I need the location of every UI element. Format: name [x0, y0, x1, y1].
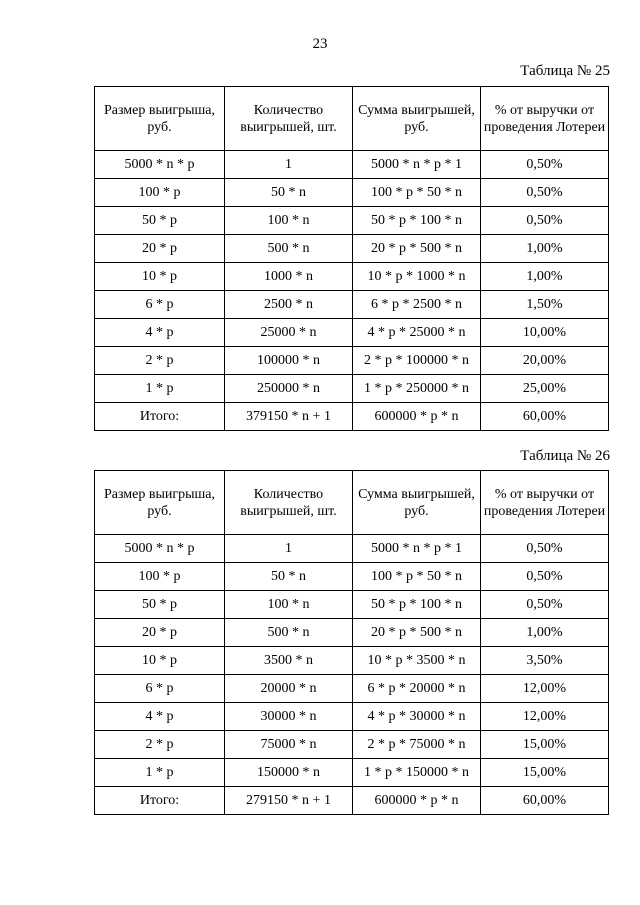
- table-row: [95, 375, 609, 403]
- column-header-prize-size: Размер выигрыша, руб.: [95, 471, 225, 535]
- cell-revenue-percent: 0,50%: [481, 151, 609, 179]
- cell-revenue-percent: 12,00%: [481, 703, 609, 731]
- cell-revenue-percent: 0,50%: [481, 179, 609, 207]
- cell-prize-sum: 20 * p * 500 * n: [353, 619, 481, 647]
- table-row: [95, 207, 609, 235]
- cell-prize-size: 100 * p: [95, 563, 225, 591]
- table-total-row: [95, 787, 609, 815]
- cell-prize-size: 100 * p: [95, 179, 225, 207]
- cell-prize-size: 4 * p: [95, 319, 225, 347]
- cell-revenue-percent: 15,00%: [481, 731, 609, 759]
- cell-prize-count: 30000 * n: [225, 703, 353, 731]
- cell-prize-count: 1: [225, 151, 353, 179]
- cell-prize-count: 100 * n: [225, 207, 353, 235]
- cell-prize-sum: 2 * p * 100000 * n: [353, 347, 481, 375]
- table-header-row: [95, 471, 609, 535]
- prize-table-26: [94, 470, 609, 815]
- cell-prize-sum: 10 * p * 1000 * n: [353, 263, 481, 291]
- cell-prize-count: 100000 * n: [225, 347, 353, 375]
- column-header-prize-size: Размер выигрыша, руб.: [95, 87, 225, 151]
- cell-prize-sum: 100 * p * 50 * n: [353, 563, 481, 591]
- cell-prize-size: 4 * p: [95, 703, 225, 731]
- cell-revenue-percent: 0,50%: [481, 207, 609, 235]
- cell-prize-sum: 600000 * p * n: [353, 403, 481, 431]
- cell-prize-size: 6 * p: [95, 291, 225, 319]
- cell-revenue-percent: 15,00%: [481, 759, 609, 787]
- cell-prize-count: 279150 * n + 1: [225, 787, 353, 815]
- cell-prize-size: 1 * p: [95, 759, 225, 787]
- cell-prize-count: 500 * n: [225, 235, 353, 263]
- column-header-revenue-percent: % от выручки от проведения Лотереи: [481, 87, 609, 151]
- cell-revenue-percent: 0,50%: [481, 535, 609, 563]
- table-row: [95, 535, 609, 563]
- table-row: [95, 291, 609, 319]
- cell-revenue-percent: 10,00%: [481, 319, 609, 347]
- cell-prize-count: 50 * n: [225, 179, 353, 207]
- cell-revenue-percent: 12,00%: [481, 675, 609, 703]
- cell-prize-sum: 2 * p * 75000 * n: [353, 731, 481, 759]
- cell-prize-size: 10 * p: [95, 647, 225, 675]
- cell-prize-size: Итого:: [95, 403, 225, 431]
- cell-prize-size: 50 * p: [95, 207, 225, 235]
- table-header-row: [95, 87, 609, 151]
- table-row: [95, 563, 609, 591]
- table-row: [95, 619, 609, 647]
- table-row: [95, 347, 609, 375]
- cell-revenue-percent: 1,00%: [481, 235, 609, 263]
- cell-prize-count: 25000 * n: [225, 319, 353, 347]
- page-number: 23: [312, 36, 328, 52]
- table-25-caption: Таблица № 25: [520, 63, 610, 79]
- cell-prize-count: 1: [225, 535, 353, 563]
- cell-prize-count: 20000 * n: [225, 675, 353, 703]
- cell-prize-sum: 1 * p * 250000 * n: [353, 375, 481, 403]
- cell-prize-size: 1 * p: [95, 375, 225, 403]
- cell-revenue-percent: 20,00%: [481, 347, 609, 375]
- cell-revenue-percent: 60,00%: [481, 403, 609, 431]
- table-row: [95, 151, 609, 179]
- cell-prize-count: 75000 * n: [225, 731, 353, 759]
- column-header-prize-count: Количество выигрышей, шт.: [225, 87, 353, 151]
- cell-prize-sum: 10 * p * 3500 * n: [353, 647, 481, 675]
- cell-prize-size: 5000 * n * p: [95, 535, 225, 563]
- cell-prize-size: 50 * p: [95, 591, 225, 619]
- column-header-prize-sum: Сумма выигрышей, руб.: [353, 471, 481, 535]
- cell-prize-count: 100 * n: [225, 591, 353, 619]
- table-total-row: [95, 403, 609, 431]
- table-row: [95, 235, 609, 263]
- cell-prize-sum: 20 * p * 500 * n: [353, 235, 481, 263]
- table-row: [95, 319, 609, 347]
- table-row: [95, 731, 609, 759]
- cell-prize-sum: 6 * p * 2500 * n: [353, 291, 481, 319]
- cell-revenue-percent: 1,00%: [481, 619, 609, 647]
- cell-revenue-percent: 0,50%: [481, 563, 609, 591]
- column-header-revenue-percent: % от выручки от проведения Лотереи: [481, 471, 609, 535]
- column-header-prize-sum: Сумма выигрышей, руб.: [353, 87, 481, 151]
- cell-prize-sum: 1 * p * 150000 * n: [353, 759, 481, 787]
- cell-revenue-percent: 25,00%: [481, 375, 609, 403]
- cell-prize-count: 3500 * n: [225, 647, 353, 675]
- cell-prize-sum: 600000 * p * n: [353, 787, 481, 815]
- cell-prize-count: 1000 * n: [225, 263, 353, 291]
- cell-prize-sum: 4 * p * 25000 * n: [353, 319, 481, 347]
- cell-prize-sum: 5000 * n * p * 1: [353, 151, 481, 179]
- table-row: [95, 591, 609, 619]
- cell-prize-count: 500 * n: [225, 619, 353, 647]
- cell-prize-size: 10 * p: [95, 263, 225, 291]
- column-header-prize-count: Количество выигрышей, шт.: [225, 471, 353, 535]
- cell-prize-size: 2 * p: [95, 731, 225, 759]
- cell-prize-size: 20 * p: [95, 235, 225, 263]
- cell-prize-size: Итого:: [95, 787, 225, 815]
- cell-prize-sum: 4 * p * 30000 * n: [353, 703, 481, 731]
- cell-prize-size: 20 * p: [95, 619, 225, 647]
- cell-prize-count: 150000 * n: [225, 759, 353, 787]
- cell-prize-count: 2500 * n: [225, 291, 353, 319]
- table-row: [95, 759, 609, 787]
- table-row: [95, 703, 609, 731]
- table-row: [95, 675, 609, 703]
- cell-revenue-percent: 0,50%: [481, 591, 609, 619]
- cell-prize-size: 2 * p: [95, 347, 225, 375]
- prize-table-25: [94, 86, 609, 431]
- cell-prize-sum: 50 * p * 100 * n: [353, 207, 481, 235]
- cell-revenue-percent: 60,00%: [481, 787, 609, 815]
- cell-prize-sum: 5000 * n * p * 1: [353, 535, 481, 563]
- table-26-caption: Таблица № 26: [520, 448, 610, 464]
- cell-prize-count: 50 * n: [225, 563, 353, 591]
- cell-revenue-percent: 1,00%: [481, 263, 609, 291]
- cell-prize-size: 5000 * n * p: [95, 151, 225, 179]
- table-row: [95, 647, 609, 675]
- cell-prize-count: 250000 * n: [225, 375, 353, 403]
- cell-prize-sum: 50 * p * 100 * n: [353, 591, 481, 619]
- cell-revenue-percent: 1,50%: [481, 291, 609, 319]
- cell-prize-count: 379150 * n + 1: [225, 403, 353, 431]
- cell-prize-sum: 100 * p * 50 * n: [353, 179, 481, 207]
- table-row: [95, 263, 609, 291]
- cell-prize-sum: 6 * p * 20000 * n: [353, 675, 481, 703]
- cell-prize-size: 6 * p: [95, 675, 225, 703]
- table-row: [95, 179, 609, 207]
- cell-revenue-percent: 3,50%: [481, 647, 609, 675]
